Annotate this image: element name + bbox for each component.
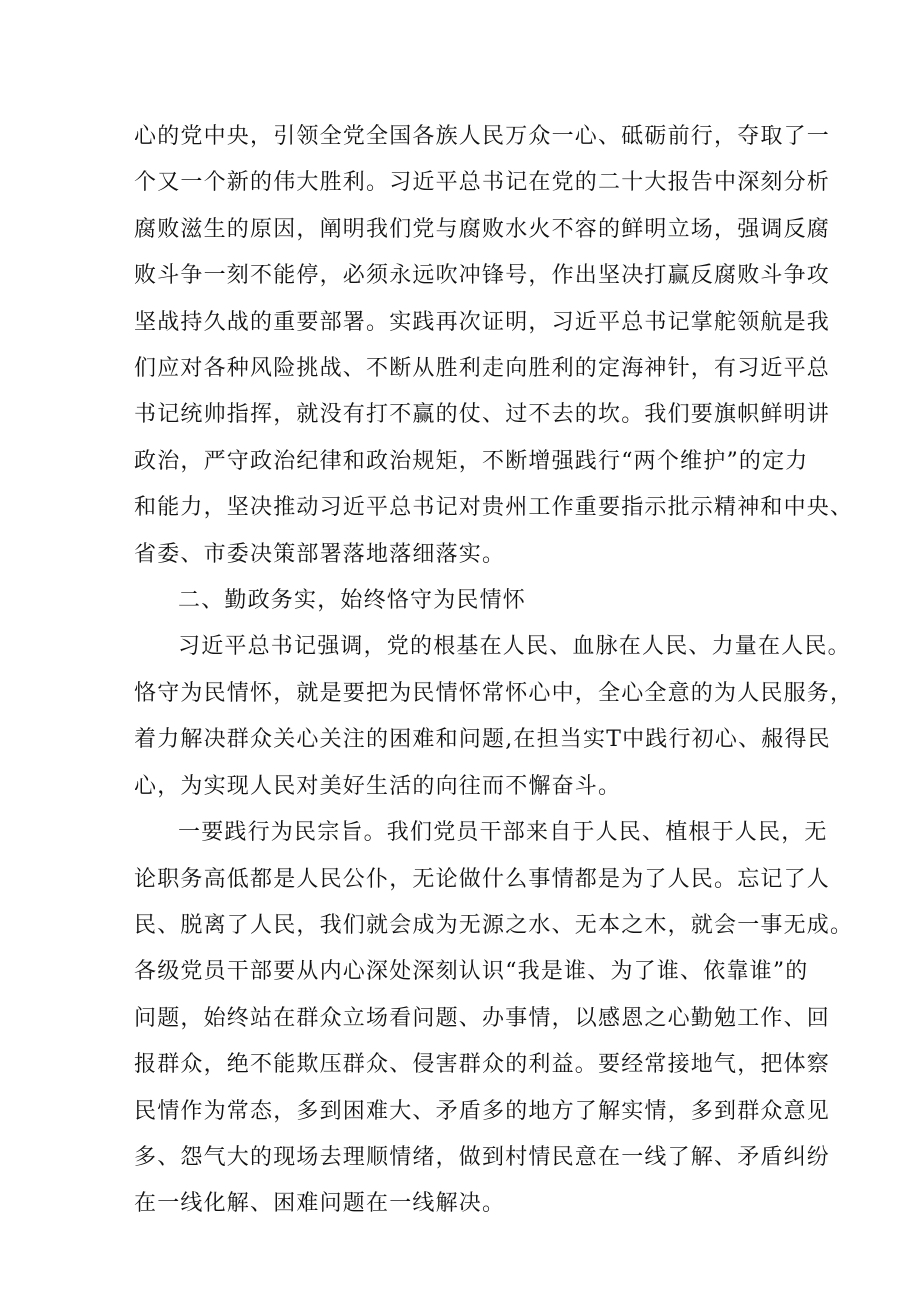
text-line: 心的党中央，引领全党全国各族人民万众一心、砥砺前行，夺取了一 [134,124,831,149]
paragraph-continuation [134,114,854,578]
text-line: 政治，严守政治纪律和政治规矩，不断增强践行“两个维护”的定力 [134,448,809,474]
text-line: 败斗争一刻不能停，必须永远吹冲锋号，作出坚决打赢反腐败斗争攻 [134,263,831,289]
text-line: 省委、市委决策部署落地落细落实。 [134,541,506,567]
text-line: 腐败滋生的原因，阐明我们党与腐败水火不容的鲜明立场，强调反腐 [134,216,831,242]
text-line: 各级党员干部要从内心深处深刻认识“我是谁、为了谁、依靠谁”的 [134,959,809,985]
text-line: 民、脱离了人民，我们就会成为无源之水、无本之木，就会一事无成。 [134,912,854,938]
text-line: 们应对各种风险挑战、不断从胜利走向胜利的定海神针，有习近平总 [134,356,831,382]
text-line: 报群众，绝不能欺压群众、侵害群众的利益。要经常接地气，把体察 [134,1052,831,1078]
document-body [134,114,854,1228]
text-line: 坚战持久战的重要部署。实践再次证明，习近平总书记掌舵领航是我 [134,309,831,335]
text-line: 着力解决群众关心关注的困难和问题,在担当实T中践行初心、赧得民 [134,727,831,753]
text-line: 论职务高低都是人民公仆，无论做什么事情都是为了人民。忘记了人 [134,866,831,892]
text-line: 心，为实现人民对美好生活的向往而不懈奋斗。 [134,773,622,799]
text-line: 民情作为常态，多到困难大、矛盾多的地方了解实情，多到群众意见 [134,1098,831,1124]
text-line: 多、怨气大的现场去理顺情绪，做到村情民意在一线了解、矛盾纠纷 [134,1144,831,1170]
text-line: 恪守为民情怀，就是要把为民情怀常怀心中，全心全意的为人民服务， [134,680,854,706]
text-line: 在一线化解、困难问题在一线解决。 [134,1191,506,1217]
text-line: 问题，始终站在群众立场看问题、办事情，以感恩之心勤勉工作、回 [134,1005,831,1031]
text-line: 和能力，坚决推动习近平总书记对贵州工作重要指示批示精神和中央、 [134,495,854,521]
text-line: 个又一个新的伟大胜利。习近平总书记在党的二十大报告中深刻分析 [134,170,831,196]
text-line: 习近平总书记强调，党的根基在人民、血脉在人民、力量在人民。 [178,634,851,660]
text-line: 书记统帅指挥，就没有打不赢的仗、过不去的坎。我们要旗帜鲜明讲 [134,402,831,428]
paragraph-two [134,624,854,810]
paragraph-three [134,810,854,1228]
text-line: 一要践行为民宗旨。我们党员干部来自于人民、植根于人民，无 [178,820,828,846]
section-heading: 二、勤政务实，始终恪守为民情怀 [178,588,527,614]
